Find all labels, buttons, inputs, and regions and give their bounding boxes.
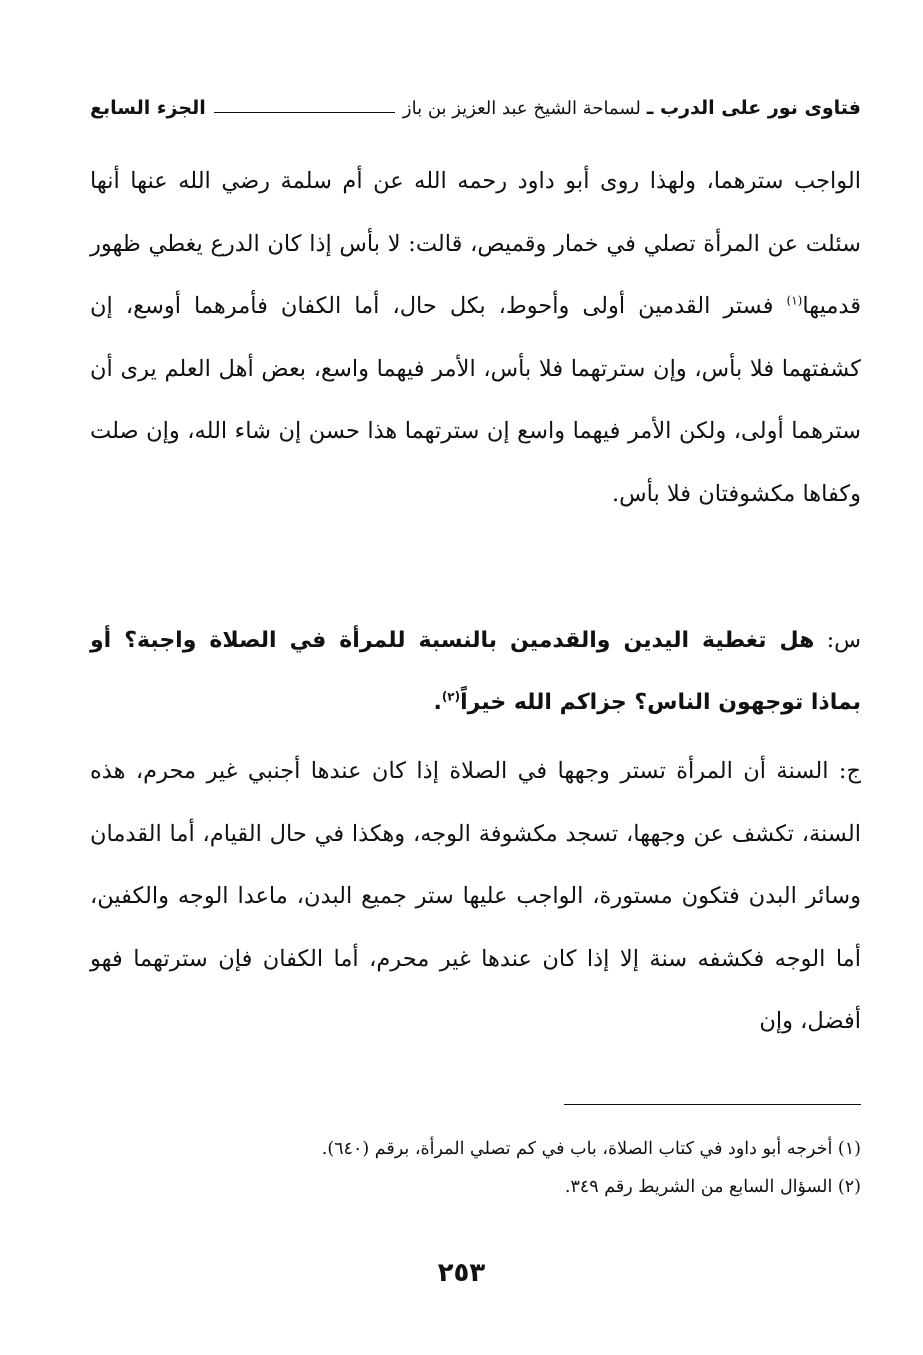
header-rule <box>214 112 395 113</box>
paragraph-text: فستر القدمين أولى وأحوط، بكل حال، أما الكفان فأمرهما أوسع، إن كشفتهما فلا بأس، وإن سترتهما فلا بأس، الأمر فيهما واسع، بعض أهل العلم يرى أن سترهما أولى، ولكن الأمر فيهما واسع إن سترتهما هذا حسن إن شاء الله، وإن صلت وكفاها مكشوفتان فلا بأس. <box>90 293 861 507</box>
header-title-group <box>403 97 861 119</box>
author-name: لسماحة الشيخ عبد العزيز بن باز <box>402 97 641 119</box>
question-block <box>90 610 861 734</box>
running-header <box>90 88 861 128</box>
question-label: س: <box>814 628 861 653</box>
question-text: هل تغطية اليدين والقدمين بالنسبة للمرأة في الصلاة واجبة؟ أو بماذا توجهون الناس؟ جزاكم الله خيراً <box>90 628 861 715</box>
volume-label: الجزء السابع <box>90 97 206 119</box>
footnote-marker-1[interactable]: (١) <box>786 293 803 308</box>
footnote-separator <box>564 1104 861 1105</box>
footnote-1: (١) أخرجه أبو داود في كتاب الصلاة، باب في كم تصلي المرأة، برقم (٦٤٠). <box>321 1139 861 1159</box>
footnote-2: (٢) السؤال السابع من الشريط رقم ٣٤٩. <box>564 1177 861 1197</box>
paragraph-continuation <box>90 150 861 525</box>
page-number: ٢٥٣ <box>437 1258 486 1288</box>
answer-text: ج: السنة أن المرأة تستر وجهها في الصلاة إذا كان عندها أجنبي غير محرم، هذه السنة، تكشف عن وجهها، تسجد مكشوفة الوجه، وهكذا في حال القيام، أما القدمان وسائر البدن فتكون مستورة، الواجب عليها ستر جميع البدن، ماعدا الوجه والكفين، أما الوجه فكشفه سنة إلا إذا كان عندها غير محرم، أما الكفان فإن سترتهما فهو أفضل، وإن <box>90 758 861 1034</box>
paragraph-text: الواجب سترهما، ولهذا روى أبو داود رحمه الله عن أم سلمة رضي الله عنها أنها سئلت عن المرأة تصلي في خمار وقميص، قالت: لا بأس إذا كان الدرع يغطي ظهور قدميها <box>90 168 861 319</box>
question-end: . <box>433 690 442 715</box>
book-title: فتاوى نور على الدرب ـ <box>646 97 861 119</box>
footnotes <box>90 1130 861 1206</box>
answer-block <box>90 740 861 1053</box>
footnote-marker-2[interactable]: (٢) <box>441 689 461 704</box>
